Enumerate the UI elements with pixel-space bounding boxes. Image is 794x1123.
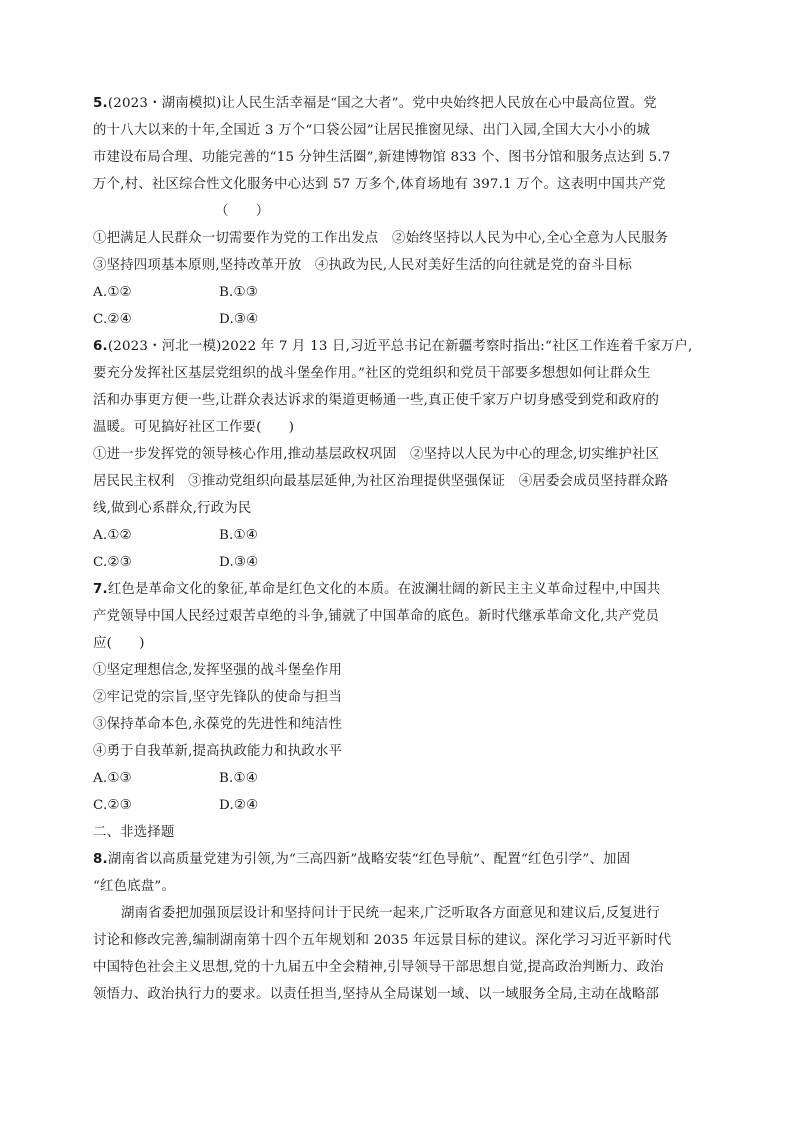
- q8-paragraph-line-1: 湖南省委把加强顶层设计和坚持问计于民统一起来,广泛听取各方面意见和建议后,反复进行: [121, 906, 660, 921]
- q8-paragraph-line-2: 讨论和修改完善,编制湖南第十四个五年规划和 2035 年远景目标的建议。深化学习习近平新时代: [93, 933, 672, 948]
- q6-statement-1: ①进一步发挥党的领导核心作用,推动基层政权巩固 ②坚持以人民为中心的理念,切实维护社区: [93, 447, 660, 462]
- q7-option-d: D.②④: [219, 798, 259, 813]
- q7-number: 7.: [93, 582, 108, 597]
- q7-line-3: 应( ): [93, 636, 145, 651]
- section-title: 二、非选择题: [93, 825, 175, 840]
- q7-option-c: C.②③: [93, 798, 132, 813]
- q6-option-b: B.①④: [219, 528, 258, 543]
- q6-line-2: 要充分发挥社区基层党组织的战斗堡垒作用。”社区的党组织和党员干部要多想想如何让群众生: [93, 366, 651, 381]
- q5-line-2: 的十八大以来的十年,全国近 3 万个“口袋公园”让居民推窗见绿、出门入园,全国大大小小的城: [93, 123, 651, 138]
- q7-statement-4: ④勇于自我革新,提高执政能力和执政水平: [93, 744, 343, 759]
- q5-line-4: 万个,村、社区综合性文化服务中心达到 57 万多个,体育场地有 397.1 万个。这表明中国共产党: [93, 177, 666, 192]
- q5-answer-blank: （ ）: [215, 204, 270, 219]
- q7-statement-2: ②牢记党的宗旨,坚守先锋队的使命与担当: [93, 690, 343, 705]
- q5-option-c: C.②④: [93, 312, 132, 327]
- q7-statement-1: ①坚定理想信念,发挥坚强的战斗堡垒作用: [93, 663, 343, 678]
- q8-number: 8.: [93, 852, 108, 867]
- q7-option-a: A.①③: [93, 771, 132, 786]
- q6-line-1: 6.(2023・河北一模)2022 年 7 月 13 日,习近平总书记在新疆考察时指出:“社区工作连着千家万户,: [93, 339, 693, 354]
- q8-line-2: “红色底盘”。: [93, 879, 176, 894]
- q6-option-c: C.②③: [93, 555, 132, 570]
- q5-number: 5.: [93, 96, 108, 111]
- q7-line-1: 7.红色是革命文化的象征,革命是红色文化的本质。在波澜壮阔的新民主主义革命过程中,中国共: [93, 582, 661, 597]
- q8-line-1: 8.湖南省以高质量党建为引领,为“三高四新”战略安装“红色导航”、配置“红色引学”、加固: [93, 852, 631, 867]
- q5-statement-1: ①把满足人民群众一切需要作为党的工作出发点 ②始终坚持以人民为中心,全心全意为人民服务: [93, 231, 669, 246]
- q5-statement-2: ③坚持四项基本原则,坚持改革开放 ④执政为民,人民对美好生活的向往就是党的奋斗目标: [93, 258, 632, 273]
- q7-statement-3: ③保持革命本色,永葆党的先进性和纯洁性: [93, 717, 343, 732]
- q5-option-b: B.①③: [219, 285, 258, 300]
- q6-line-3: 活和办事更方便一些,让群众表达诉求的渠道更畅通一些,真正使千家万户切身感受到党和政府的: [93, 393, 660, 408]
- q5-option-d: D.③④: [219, 312, 259, 327]
- q5-option-a: A.①②: [93, 285, 132, 300]
- q8-paragraph-line-3: 中国特色社会主义思想,党的十九届五中全会精神,引导领导干部思想自觉,提高政治判断力、政治: [93, 960, 664, 975]
- q6-statement-2: 居民民主权利 ③推动党组织向最基层延伸,为社区治理提供坚强保证 ④居委会成员坚持群众路: [93, 474, 669, 489]
- q5-line-1: 5.(2023・湖南模拟)让人民生活幸福是“国之大者”。党中央始终把人民放在心中最高位置。党: [93, 96, 657, 111]
- q6-line-4: 温暖。可见搞好社区工作要( ): [93, 420, 295, 435]
- q6-option-a: A.①②: [93, 528, 132, 543]
- q6-statement-3: 线,做到心系群众,行政为民: [93, 501, 252, 516]
- q7-line-2: 产党领导中国人民经过艰苦卓绝的斗争,铺就了中国革命的底色。新时代继承革命文化,共产党员: [93, 609, 660, 624]
- q6-number: 6.: [93, 339, 108, 354]
- q7-option-b: B.①④: [219, 771, 258, 786]
- q5-line-3: 市建设布局合理、功能完善的“15 分钟生活圈”,新建博物馆 833 个、图书分馆和服务点达到 5.7: [93, 150, 671, 165]
- q8-paragraph-line-4: 领悟力、政治执行力的要求。以责任担当,坚持从全局谋划一域、以一域服务全局,主动在战略部: [93, 987, 660, 1002]
- q6-option-d: D.③④: [219, 555, 259, 570]
